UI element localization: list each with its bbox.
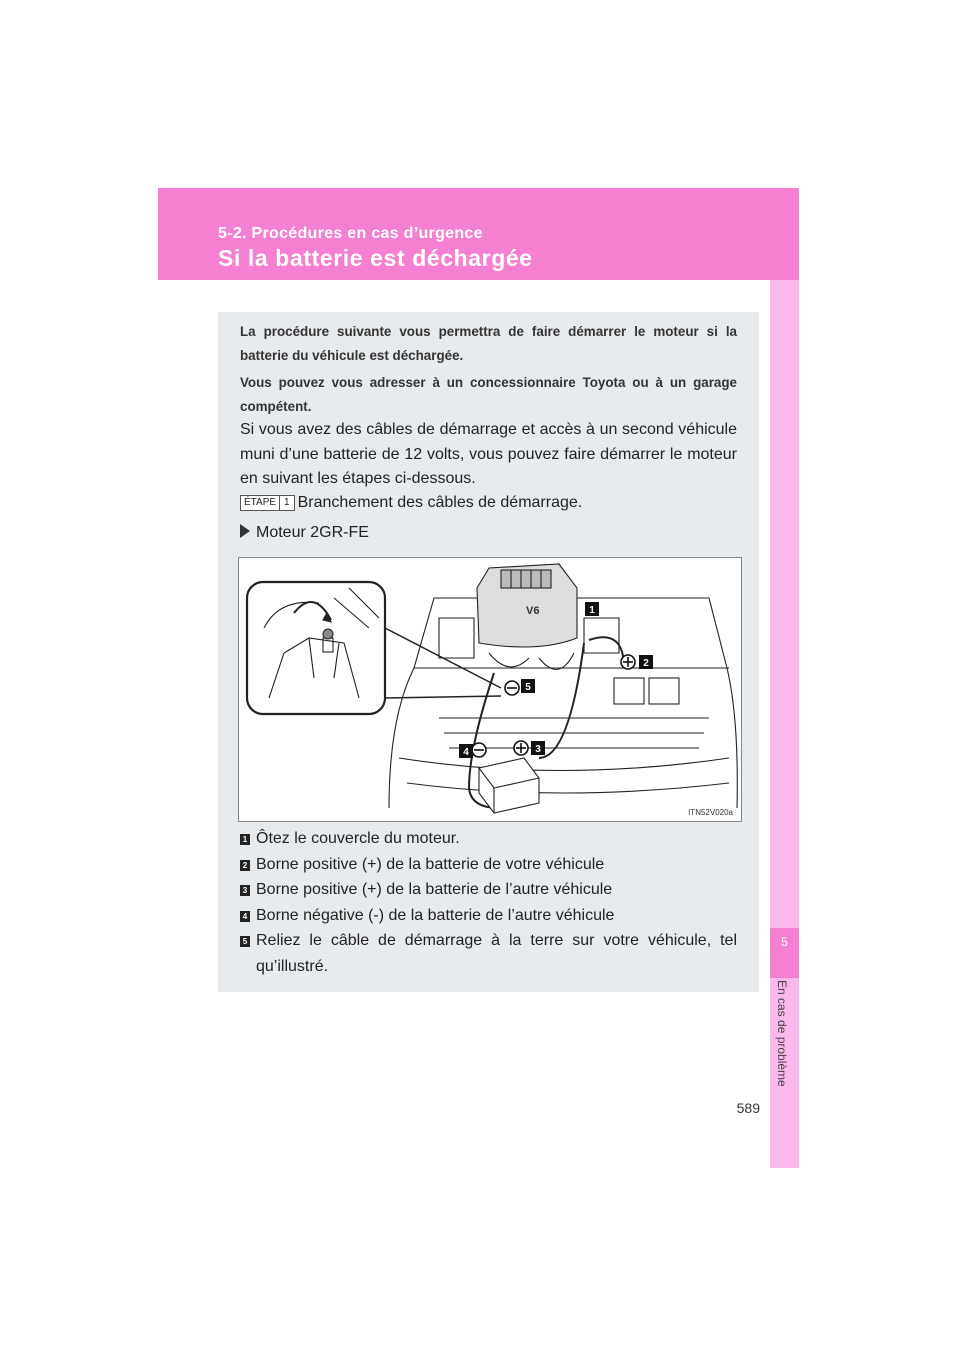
detail-inset-frame	[247, 582, 385, 714]
list-item	[240, 877, 737, 903]
list-item	[240, 903, 737, 929]
engine-heading	[240, 524, 369, 542]
list-item-text: Borne positive (+) de la batterie de votre véhicule	[256, 855, 605, 873]
triangle-bullet-icon	[240, 524, 250, 538]
page-title: Si la batterie est déchargée	[218, 245, 533, 271]
engine-label: Moteur 2GR-FE	[256, 524, 369, 541]
step-1	[240, 494, 582, 512]
step-text: Branchement des câbles de démarrage.	[297, 494, 583, 511]
number-marker-icon: 3	[240, 885, 250, 896]
step-badge: ÉTAPE 1	[240, 495, 295, 511]
number-marker-icon: 5	[240, 936, 250, 947]
cover-label: V6	[526, 605, 540, 617]
header-bar	[158, 188, 799, 280]
intro-paragraph-2: Vous pouvez vous adresser à un concessionnaire Toyota ou à un garage compétent.	[240, 375, 737, 414]
list-item	[240, 852, 737, 878]
illustration-code: ITN52V020a	[688, 808, 733, 817]
list-item-text: Borne négative (-) de la batterie de l’autre véhicule	[256, 906, 615, 924]
page-number: 589	[736, 1100, 760, 1116]
list-item	[240, 928, 737, 979]
number-marker-icon: 4	[240, 911, 250, 922]
step-badge-number: 1	[279, 496, 294, 510]
list-item-text: Ôtez le couvercle du moteur.	[256, 830, 460, 847]
callout-1-label: 1	[589, 605, 595, 616]
intro-paragraph-1: La procédure suivante vous permettra de faire démarrer le moteur si la batterie du véhicule est déchargée.	[240, 324, 737, 363]
list-item-text: Reliez le câble de démarrage à la terre sur votre véhicule, tel qu’illustré.	[256, 932, 737, 975]
list-item	[240, 826, 737, 852]
section-title: 5-2. Procédures en cas d’urgence	[218, 225, 483, 242]
callout-3-label: 3	[535, 744, 541, 755]
body-paragraph: Si vous avez des câbles de démarrage et accès à un second véhicule muni d’une batterie de 12 volts, vous pouvez faire démarrer le moteur en suivant les étapes ci-dessous.	[240, 421, 737, 487]
callout-2-label: 2	[643, 658, 649, 669]
side-tab-label: En cas de problème	[775, 980, 789, 1087]
intro-text	[240, 320, 737, 422]
callout-list	[240, 826, 737, 979]
callout-4-label: 4	[463, 747, 469, 758]
engine-bay-drawing	[239, 558, 741, 821]
engine-illustration	[238, 557, 742, 822]
number-marker-icon: 2	[240, 860, 250, 871]
number-marker-icon: 1	[240, 834, 250, 845]
side-tab-number: 5	[781, 935, 788, 949]
list-item-text: Borne positive (+) de la batterie de l’autre véhicule	[256, 881, 613, 898]
callout-5-label: 5	[525, 682, 531, 693]
